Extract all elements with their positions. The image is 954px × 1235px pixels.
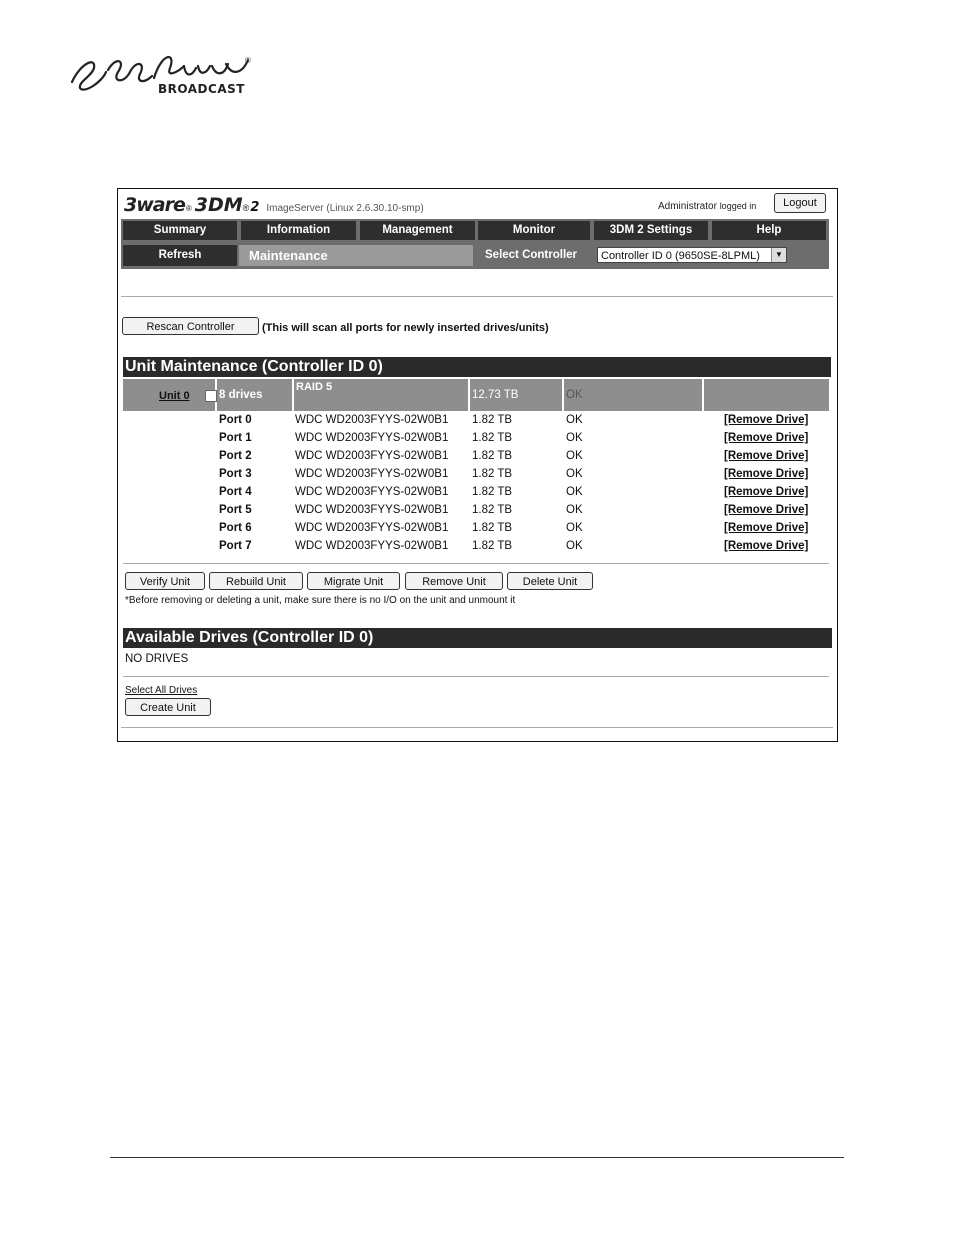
rescan-controller-button[interactable]: Rescan Controller [122, 317, 259, 335]
migrate-unit-button[interactable]: Migrate Unit [307, 572, 400, 590]
remove-drive-link[interactable]: [Remove Drive] [724, 432, 809, 444]
unit-warning-note: *Before removing or deleting a unit, make sure there is no I/O on the unit and unmount it [125, 595, 516, 606]
current-page-maintenance: Maintenance [239, 245, 473, 266]
remove-drive-link[interactable]: [Remove Drive] [724, 468, 809, 480]
remove-drive-link[interactable]: [Remove Drive] [724, 486, 809, 498]
tab-summary[interactable]: Summary [123, 221, 237, 240]
tab-monitor[interactable]: Monitor [478, 221, 590, 240]
app-branding: 3ware ® 3DM ® 2 ImageServer (Linux 2.6.30.10-smp) [124, 194, 424, 216]
available-drives-heading: Available Drives (Controller ID 0) [123, 628, 832, 648]
port-row: Port 5 WDC WD2003FYYS-02W0B1 1.82 TB OK [Remove Drive] [219, 504, 809, 516]
port-row: Port 1 WDC WD2003FYYS-02W0B1 1.82 TB OK [Remove Drive] [219, 432, 809, 444]
tab-3dm2-settings[interactable]: 3DM 2 Settings [594, 221, 708, 240]
port-row: Port 0 WDC WD2003FYYS-02W0B1 1.82 TB OK [Remove Drive] [219, 414, 809, 426]
remove-drive-link[interactable]: [Remove Drive] [724, 414, 809, 426]
refresh-button[interactable]: Refresh [123, 245, 237, 266]
chevron-down-icon: ▼ [771, 248, 786, 262]
logo-registered-mark: ® [245, 56, 251, 65]
remove-drive-link[interactable]: [Remove Drive] [724, 504, 809, 516]
create-unit-button[interactable]: Create Unit [125, 698, 211, 716]
brand-name: 3ware [124, 194, 185, 216]
unit-drives-cell: 8 drives [217, 379, 292, 411]
select-all-drives-link[interactable]: Select All Drives [125, 685, 198, 696]
remove-drive-link[interactable]: [Remove Drive] [724, 540, 809, 552]
raid-manager-window [117, 188, 838, 742]
tab-management[interactable]: Management [360, 221, 475, 240]
unit-header-cell [123, 379, 215, 411]
port-row: Port 7 WDC WD2003FYYS-02W0B1 1.82 TB OK [Remove Drive] [219, 540, 809, 552]
controller-select[interactable]: Controller ID 0 (9650SE-8LPML) ▼ [597, 247, 787, 263]
logo-subtitle: BROADCAST [158, 82, 245, 96]
unit-0-checkbox[interactable] [205, 390, 217, 402]
no-drives-text: NO DRIVES [125, 653, 189, 665]
delete-unit-button[interactable]: Delete Unit [507, 572, 593, 590]
divider [121, 296, 833, 297]
main-navigation [121, 219, 829, 269]
divider [121, 727, 833, 728]
unit-action-cell [704, 379, 829, 411]
port-row: Port 6 WDC WD2003FYYS-02W0B1 1.82 TB OK [Remove Drive] [219, 522, 809, 534]
port-row: Port 3 WDC WD2003FYYS-02W0B1 1.82 TB OK [Remove Drive] [219, 468, 809, 480]
login-status: Administrator logged in [658, 201, 757, 212]
rebuild-unit-button[interactable]: Rebuild Unit [209, 572, 303, 590]
rescan-note: (This will scan all ports for newly inserted drives/units) [262, 322, 549, 334]
logout-button[interactable]: Logout [774, 193, 826, 213]
product-name: 3DM [194, 194, 243, 216]
unit-0-link[interactable]: Unit 0 [159, 390, 190, 402]
tab-help[interactable]: Help [712, 221, 826, 240]
divider [123, 676, 829, 677]
verify-unit-button[interactable]: Verify Unit [125, 572, 205, 590]
remove-drive-link[interactable]: [Remove Drive] [724, 522, 809, 534]
server-info: ImageServer (Linux 2.6.30.10-smp) [266, 203, 424, 214]
remove-drive-link[interactable]: [Remove Drive] [724, 450, 809, 462]
unit-status-cell: OK [564, 379, 702, 411]
port-row: Port 4 WDC WD2003FYYS-02W0B1 1.82 TB OK [Remove Drive] [219, 486, 809, 498]
select-controller-label: Select Controller [485, 249, 578, 261]
tab-information[interactable]: Information [241, 221, 356, 240]
product-version: 2 [250, 200, 260, 215]
remove-unit-button[interactable]: Remove Unit [405, 572, 503, 590]
unit-size-cell: 12.73 TB [470, 379, 562, 411]
port-row: Port 2 WDC WD2003FYYS-02W0B1 1.82 TB OK [Remove Drive] [219, 450, 809, 462]
unit-maintenance-heading: Unit Maintenance (Controller ID 0) [123, 357, 831, 377]
unit-raid-cell: RAID 5 [294, 379, 468, 411]
page-footer-rule [110, 1157, 844, 1158]
divider [123, 563, 829, 564]
